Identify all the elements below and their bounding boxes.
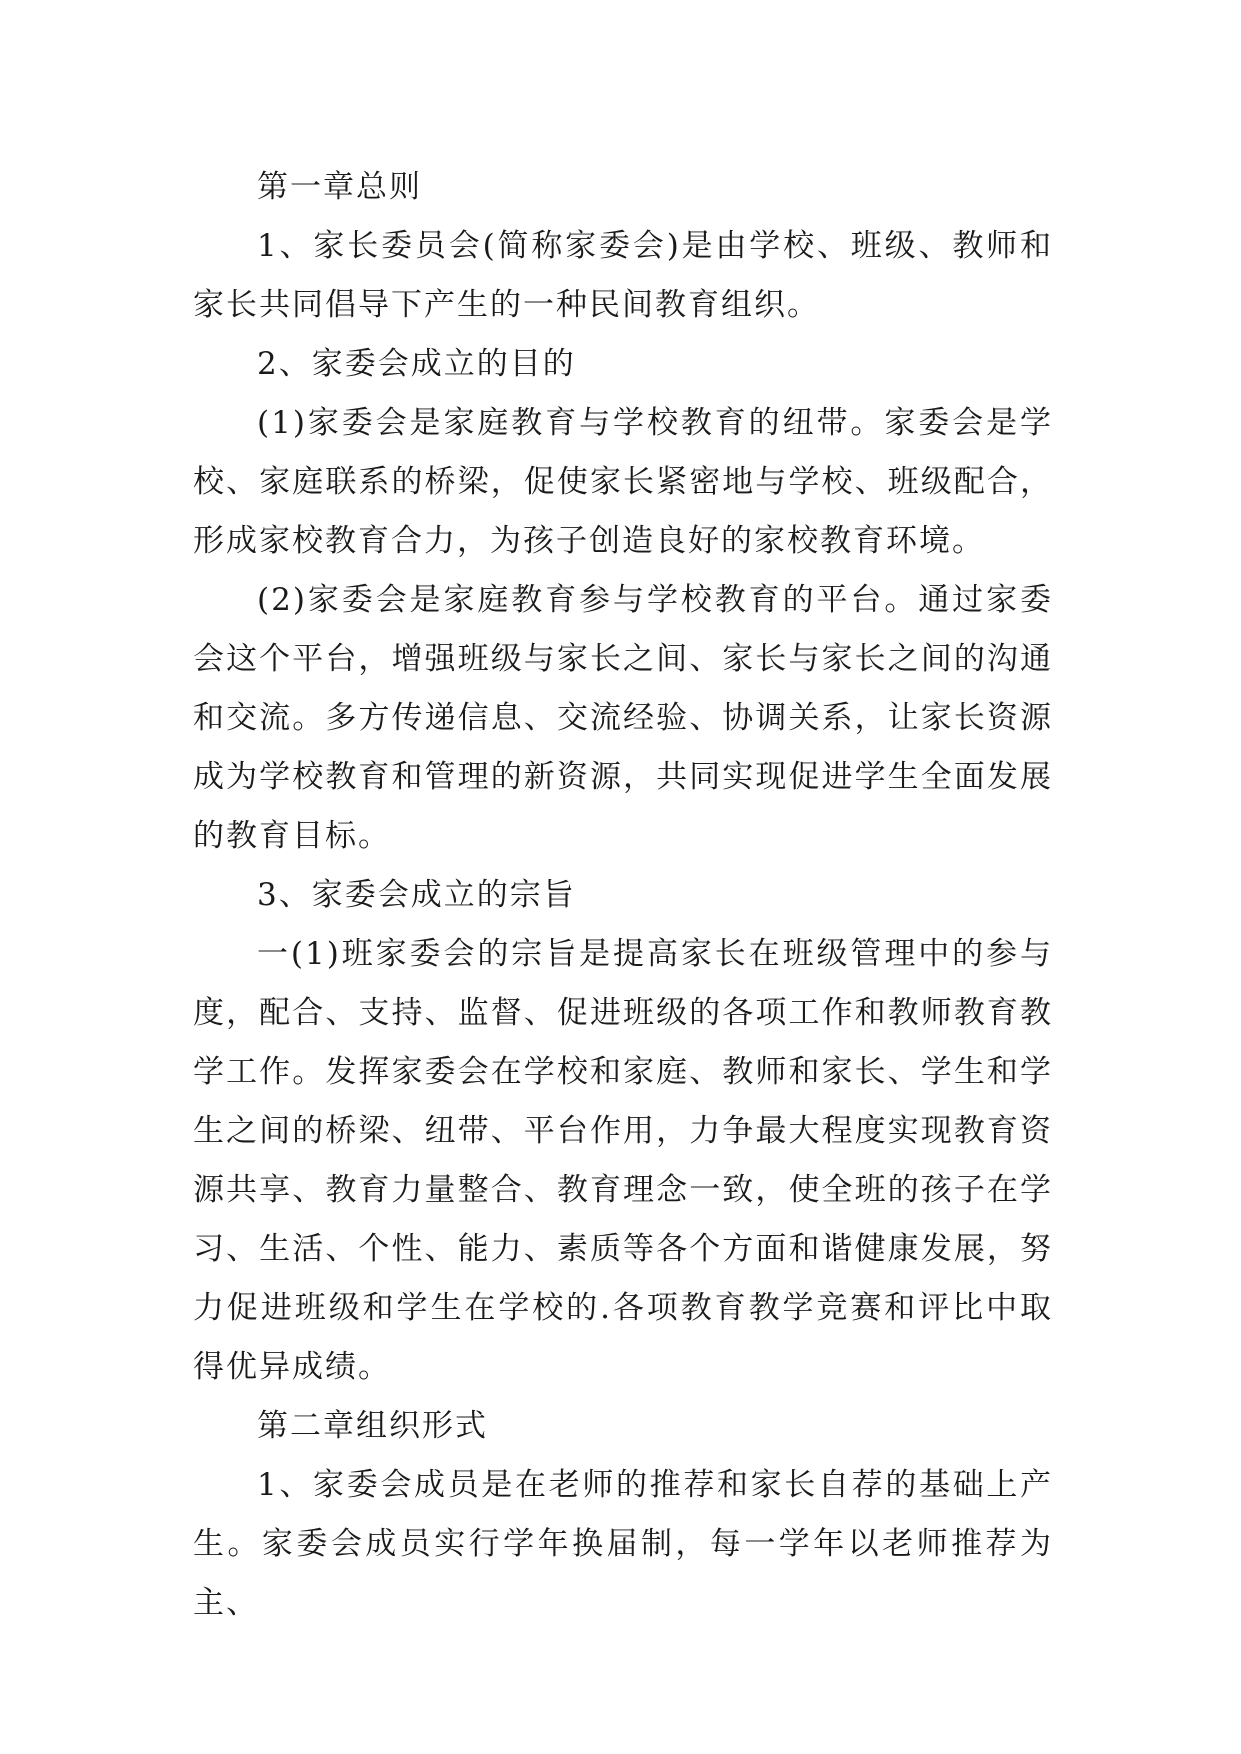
document-body [193, 158, 1053, 1633]
paragraph-1: 1、家长委员会(简称家委会)是由学校、班级、教师和家长共同倡导下产生的一种民间教育组织。 [193, 228, 1053, 323]
chapter-2-heading: 第二章组织形式 [257, 1408, 488, 1444]
paragraph-chapter-2-1: 1、家委会成员是在老师的推荐和家长自荐的基础上产生。家委会成员实行学年换届制，每一学年以老师推荐为主、 [193, 1467, 1053, 1621]
paragraph-2-2: (2)家委会是家庭教育参与学校教育的平台。通过家委会这个平台，增强班级与家长之间、家长与家长之间的沟通和交流。多方传递信息、交流经验、协调关系，让家长资源成为学校教育和管理的新资源，共同实现促进学生全面发展的教育目标。 [193, 582, 1053, 854]
section-2-heading: 2、家委会成立的目的 [257, 346, 576, 382]
paragraph-2-1: (1)家委会是家庭教育与学校教育的纽带。家委会是学校、家庭联系的桥梁，促使家长紧密地与学校、班级配合，形成家校教育合力，为孩子创造良好的家校教育环境。 [193, 405, 1053, 559]
chapter-1-heading: 第一章总则 [257, 169, 422, 205]
section-3-heading: 3、家委会成立的宗旨 [257, 877, 576, 913]
paragraph-3: 一(1)班家委会的宗旨是提高家长在班级管理中的参与度，配合、支持、监督、促进班级的各项工作和教师教育教学工作。发挥家委会在学校和家庭、教师和家长、学生和学生之间的桥梁、纽带、平台作用，力争最大程度实现教育资源共享、教育力量整合、教育理念一致，使全班的孩子在学习、生活、个性、能力、素质等各个方面和谐健康发展，努力促进班级和学生在学校的.各项教育教学竞赛和评比中取得优异成绩。 [193, 936, 1053, 1385]
